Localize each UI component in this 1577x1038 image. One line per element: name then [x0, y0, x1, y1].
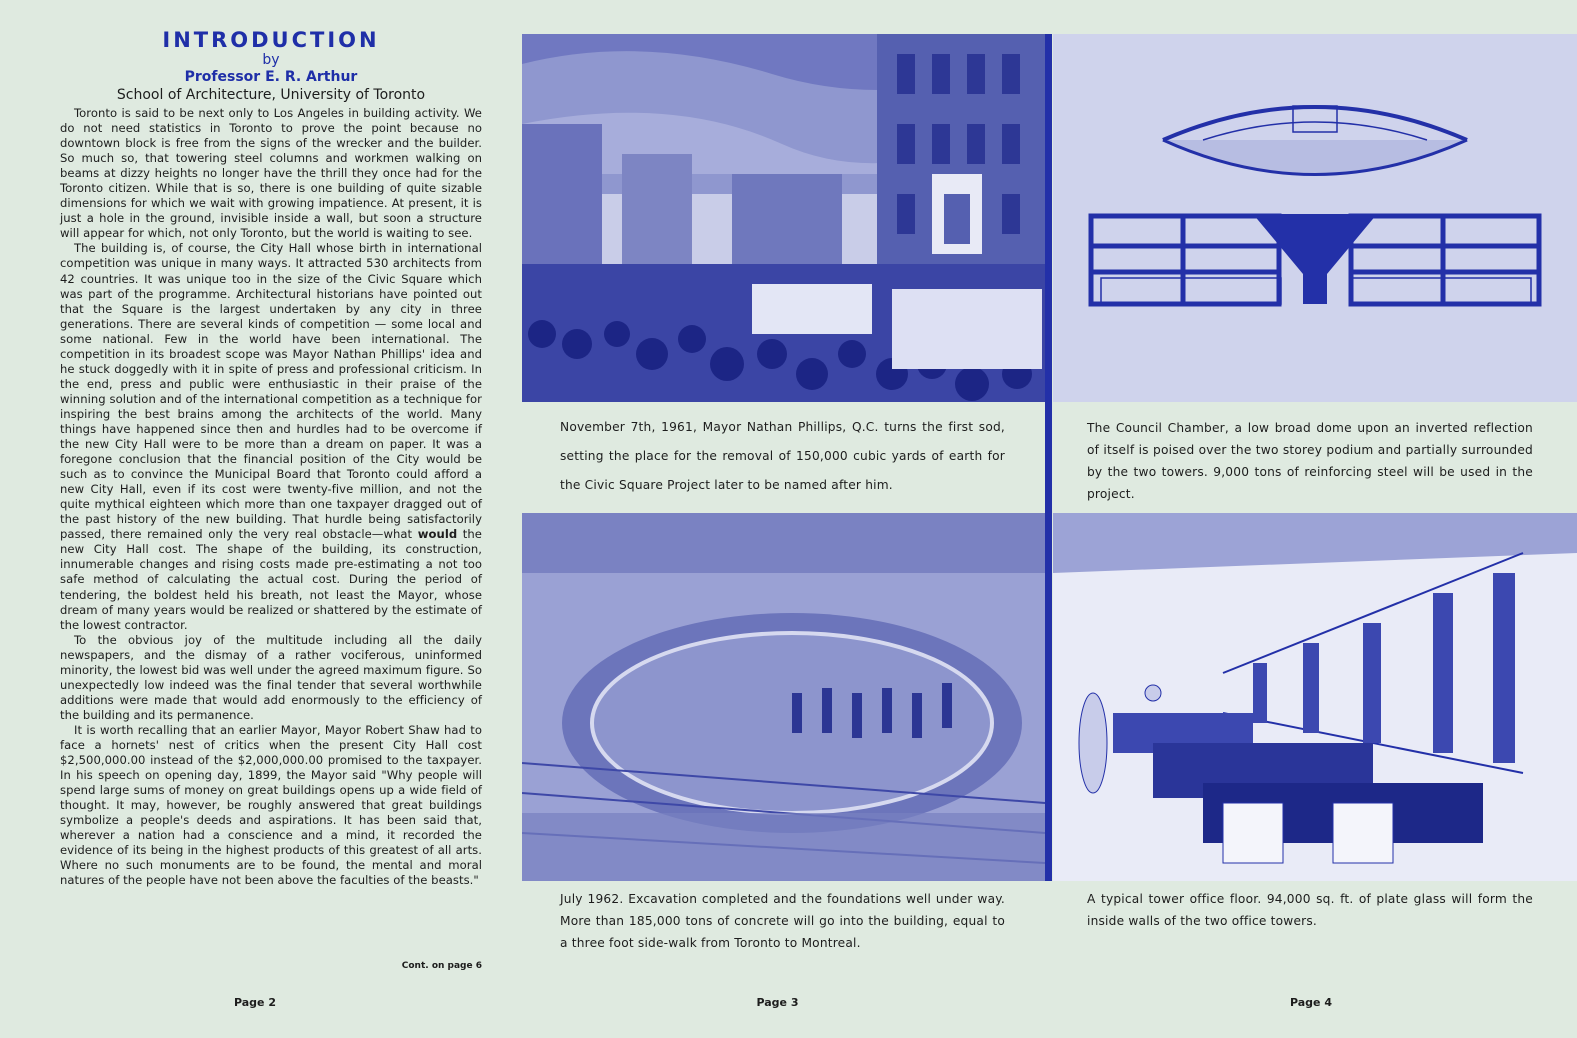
drawing-council-chamber-section [1053, 34, 1577, 402]
page-3 [510, 0, 1045, 1038]
photo-sod-turning-ceremony [522, 34, 1045, 402]
drawing-tower-office-floor [1053, 513, 1577, 881]
caption-sod-turning: November 7th, 1961, Mayor Nathan Phillips, Q.C. turns the first sod, setting the place for the removal of 150,000 cubic yards of earth for the Civic Square Project later to be named after him. [560, 420, 1005, 492]
page-number-2: Page 2 [233, 996, 276, 1009]
paragraph-1: Toronto is said to be next only to Los Angeles in building activity. We do not need statistics in Toronto to prove the point because no downtown block is free from the signs of the wrecker and the builder. So much so, that towering steel columns and workmen walking on beams at dizzy heights no longer have the thrill they once had for the Toronto citizen. While that is so, there is one building of quite sizable dimensions for which we wait with growing impatience. At present, it is just a hole in the ground, invisible inside a wall, but soon a structure will appear for which, not only Toronto, but the world is waiting to see. [60, 106, 482, 241]
emphasis-would: would [417, 527, 458, 542]
caption-excavation: July 1962. Excavation completed and the foundations well under way. More than 185,000 tons of concrete will go into the building, equal to a three foot side-walk from Toronto to Montreal. [560, 892, 1005, 950]
author-affiliation: School of Architecture, University of Toronto [116, 87, 426, 103]
author-name: Professor E. R. Arthur [184, 69, 358, 85]
paragraph-4: It is worth recalling that an earlier Mayor, Mayor Robert Shaw had to face a hornets' nest of critics when the present City Hall cost $2,500,000.00 instead of the $2,000,000.00 promised to the taxpayer. In his speech on opening day, 1899, the Mayor said "Why people will spend large sums of money on great buildings opens up a wide field of thought. It may, however, be roughly answered that great buildings symbolize a people's deeds and aspirations. It has been said that, wherever a nation had a conscience and a mind, it recorded the evidence of its being in the highest products of this greatest of all arts. Where no such monuments are to be found, the mental and moral natures of the people have not been above the faculties of the beasts." [60, 722, 482, 888]
paragraph-2: The building is, of course, the City Hall whose birth in international competition was unique in many ways. It attracted 530 architects from 42 countries. It was unique too in the size of the Civic Square which was part of the programme. Architectural historians have pointed out that the Square is the largest undertaken by any city in three generations. There are several kinds of competition — some local and some national. Few in the world have been international. The competition in its broadest scope was Mayor Nathan Phillips' idea and he stuck doggedly with it in spite of press and professional criticism. In the end, press and public were enthusiastic in their praise of the winning solution and of the international competition as a technique for inspiring the best brains among the architects of the world. Many things have happened since then and hurdles had to be overcome if the new City Hall were to be more than a dream on paper. It was a foregone conclusion that the financial position of the City would be such as to convince the Municipal Board that Toronto could afford a new City Hall, even if its cost were twenty-five million, and not the quite mythical eighteen which more than one taxpayer dragged out of the past history of the new building. That hurdle being satisfactorily passed, there remained only the very real obstacle—what would the new City Hall cost. The shape of the building, its construction, innumerable changes and rising costs made pre-estimating a not too safe method of calculating the actual cost. During the period of tendering, the boldest held his breath, not least the Mayor, whose dream of many years would be realized or shattered by the estimate of the lowest contractor. [60, 241, 482, 632]
page-number-3: Page 3 [756, 996, 799, 1009]
caption-office-floor: A typical tower office floor. 94,000 sq. ft. of plate glass will form the inside walls of the two office towers. [1087, 892, 1533, 928]
introduction-article [60, 28, 482, 888]
page-4 [1045, 0, 1577, 1038]
paragraph-3: To the obvious joy of the multitude including all the daily newspapers, and the dismay of a rather vociferous, uninformed minority, the lowest bid was well under the agreed maximum figure. So unexpectedly low indeed was the final tender that several worthwhile additions were made that would add enormously to the efficiency of the building and its permanence. [60, 632, 482, 722]
continued-note: Cont. on page 6 [401, 961, 482, 971]
article-body [60, 106, 482, 888]
byline-by: by [262, 52, 280, 68]
page-number-4: Page 4 [1289, 996, 1332, 1009]
page-2 [0, 0, 510, 1038]
photo-excavation [522, 513, 1045, 881]
caption-council-chamber: The Council Chamber, a low broad dome upon an inverted reflection of itself is poised over the two storey podium and partially surrounded by the two towers. 9,000 tons of reinforcing steel will be used in the project. [1087, 421, 1533, 501]
article-title: INTRODUCTION [162, 28, 380, 52]
